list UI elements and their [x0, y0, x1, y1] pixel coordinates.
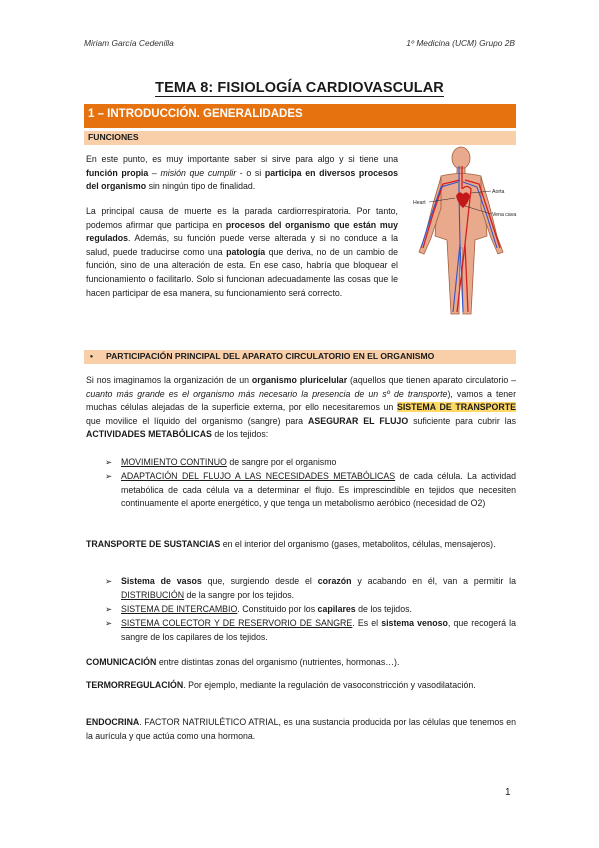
- body-silhouette: [419, 147, 503, 314]
- arrow-icon: ➢: [105, 576, 113, 586]
- endocrina-paragraph: ENDOCRINA. FACTOR NATRIULÉTICO ATRIAL, es una sustancia producida por las células que tenemos en la aurícula y que actúa como una hormona.: [86, 717, 516, 741]
- transporte-paragraph: TRANSPORTE DE SUSTANCIAS en el interior del organismo (gases, metabolitos, células, mensajeros).: [86, 539, 496, 549]
- participacion-heading: PARTICIPACIÓN PRINCIPAL DEL APARATO CIRCULATORIO EN EL ORGANISMO: [106, 351, 435, 361]
- label-vena-cava: Vena cava: [492, 212, 517, 218]
- participacion-heading-bar: [84, 350, 516, 364]
- arrow-icon: ➢: [105, 618, 113, 628]
- funciones-paragraph-2: La principal causa de muerte es la parada cardiorrespiratoria. Por tanto, podemos afirmar que participa en procesos del organismo que están muy regulados. Además, su función puede verse alterada y si no conduce a la salud, puede traducirse como una patología que deriva, no de un cambio de función, sino de una alteración de esta. En ese caso, habría que bloquear el funcionamiento o facilitarlo. Solo si funcionan adecuadamente las cosas que le hacen participar de esa manera, su funcionamiento será correcto.: [86, 206, 399, 298]
- funciones-heading-bar: [84, 131, 516, 145]
- funciones-heading: FUNCIONES: [88, 132, 139, 142]
- page-number: 1: [505, 787, 511, 798]
- header-author: Miriam García Cedenilla: [84, 38, 174, 48]
- page-title: TEMA 8: FISIOLOGÍA CARDIOVASCULAR: [155, 80, 444, 96]
- section-heading: 1 – INTRODUCCIÓN. GENERALIDADES: [88, 108, 303, 120]
- termorregulacion-paragraph: TERMORREGULACIÓN. Por ejemplo, mediante la regulación de vasoconstricción y vasodilatación.: [86, 680, 476, 690]
- participacion-paragraph: Si nos imaginamos la organización de un organismo pluricelular (aquellos que tienen aparato circulatorio – cuanto más grande es el organismo más necesario la presencia de un sº de transporte), vamos a tener muchas células alejadas de la superficie externa, por ello necesitaremos un SISTEMA DE TRANSPORTE que movilice el líquido del organismo (sangre) para ASEGURAR EL FLUJO suficiente para cubrir las ACTIVIDADES METABÓLICAS de los tejidos:: [86, 375, 516, 440]
- list-item: ➢ Sistema de vasos que, surgiendo desde el corazón y acabando en él, van a permitir la DISTRIBUCIÓN de la sangre por los tejidos.: [105, 576, 516, 600]
- funciones-paragraph-1: En este punto, es muy importante saber si sirve para algo y si tiene una función propia – misión que cumplir - o si participa en diversos procesos del organismo sin ningún tipo de finalidad.: [86, 154, 399, 192]
- section-heading-bar: [84, 104, 516, 128]
- arrow-icon: ➢: [105, 471, 113, 481]
- label-aorta: Aorta: [492, 189, 505, 195]
- list-item: ➢ SISTEMA DE INTERCAMBIO. Constituido por los capilares de los tejidos.: [105, 603, 516, 617]
- bullet-icon: •: [90, 351, 94, 361]
- comunicacion-paragraph: COMUNICACIÓN entre distintas zonas del organismo (nutrientes, hormonas…).: [86, 657, 400, 667]
- label-heart: Heart: [413, 200, 426, 206]
- arrow-icon: ➢: [105, 604, 113, 614]
- list-item: ➢ SISTEMA COLECTOR Y DE RESERVORIO DE SANGRE. Es el sistema venoso, que recogerá la sangre de los capilares de los tejidos.: [105, 618, 516, 642]
- list-item: ➢ ADAPTACIÓN DEL FLUJO A LAS NECESIDADES METABÓLICAS de cada célula. La actividad metabólica de cada célula va a determinar el flujo. Es imprescindible en tejidos que necesiten continuamente el aporte energético, y que tenga un metabolismo aeróbico (necesidad de O2): [105, 471, 516, 509]
- header-course: 1º Medicina (UCM) Grupo 2B: [406, 38, 515, 48]
- arrow-icon: ➢: [105, 457, 113, 467]
- list-item: ➢ MOVIMIENTO CONTINUO de sangre por el organismo: [105, 456, 516, 470]
- circulatory-system-figure: [405, 144, 518, 320]
